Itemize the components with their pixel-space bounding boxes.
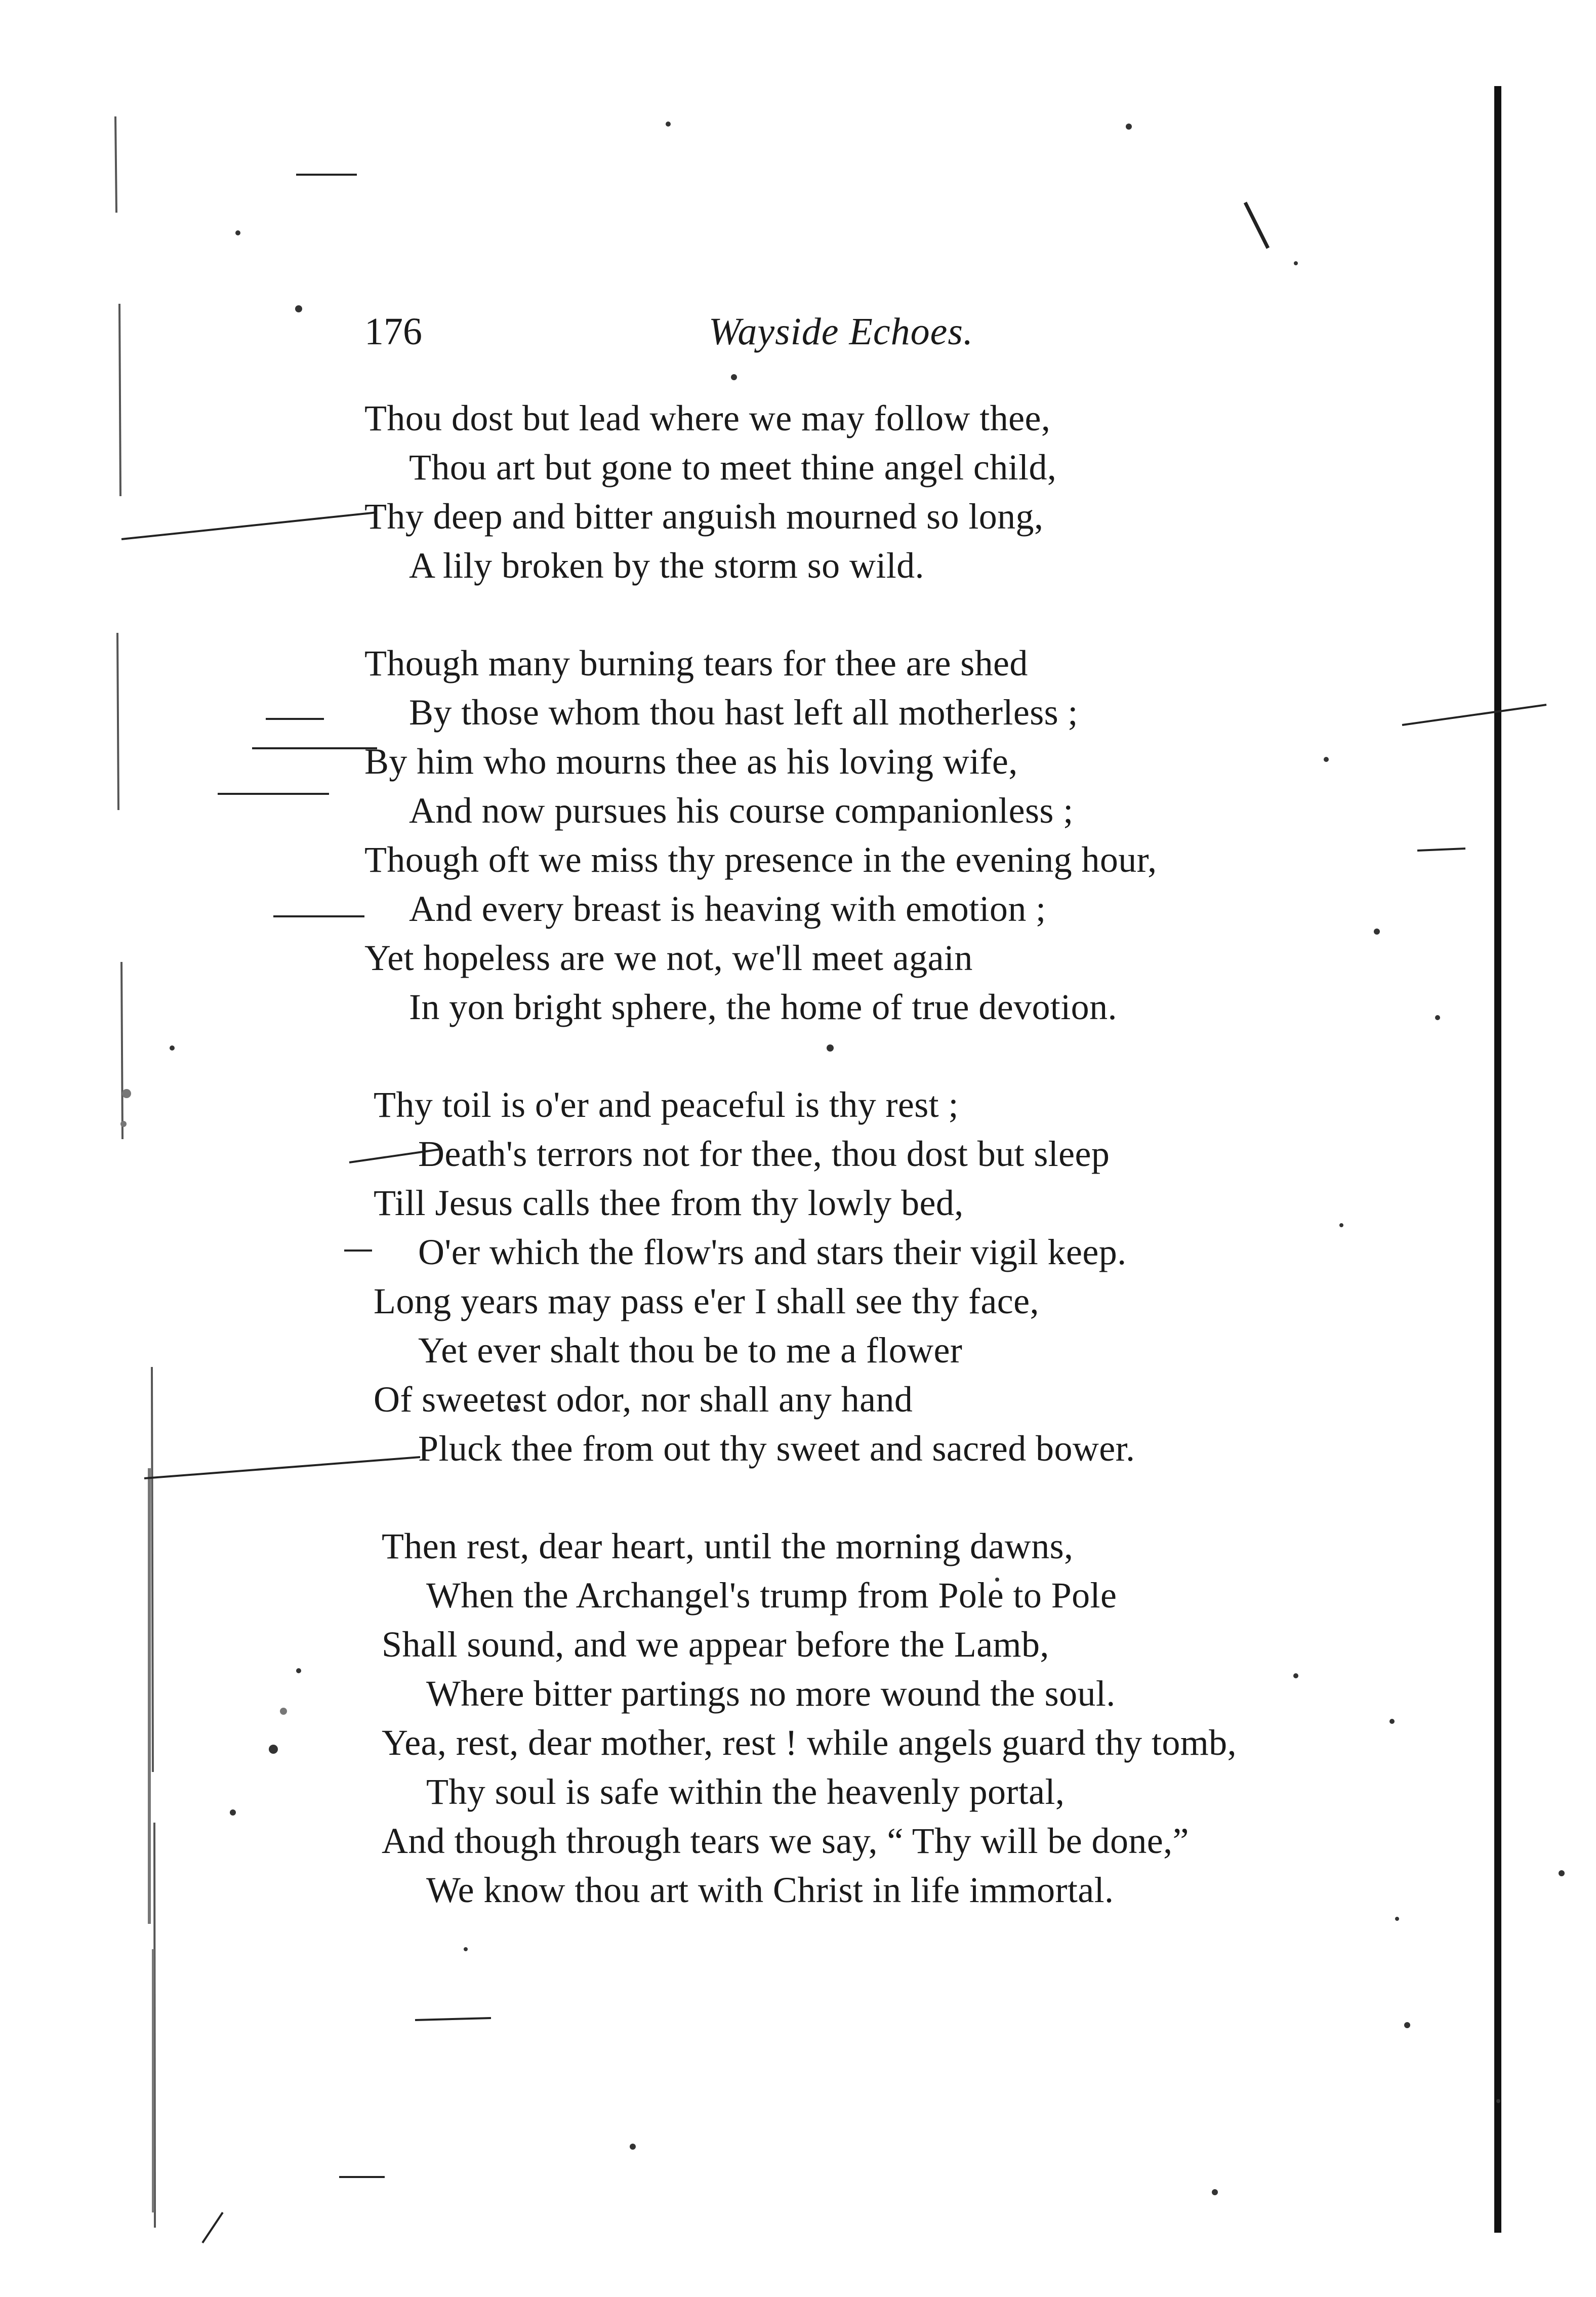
poem-line: In yon bright sphere, the home of true devotion. — [409, 987, 1117, 1027]
poem-line: And every breast is heaving with emotion ; — [409, 889, 1046, 929]
poem-line: Then rest, dear heart, until the morning dawns, — [382, 1526, 1074, 1566]
poem-line: A lily broken by the storm so wild. — [409, 545, 924, 586]
poem-line: Thy deep and bitter anguish mourned so long, — [364, 496, 1044, 537]
running-head — [364, 304, 1073, 359]
poem-line: And though through tears we say, “ Thy will be done,” — [382, 1821, 1189, 1861]
poem-line: Long years may pass e'er I shall see thy face, — [374, 1281, 1039, 1321]
poem-line: And now pursues his course companionless ; — [409, 790, 1074, 831]
running-title: Wayside Echoes. — [709, 310, 973, 353]
poem — [364, 394, 1402, 1963]
poem-line: Of sweetest odor, nor shall any hand — [374, 1379, 913, 1420]
left-gutter-texture — [120, 1089, 287, 2212]
poem-line: Yet ever shalt thou be to me a flower — [418, 1330, 963, 1371]
poem-line: Till Jesus calls thee from thy lowly bed, — [374, 1183, 964, 1223]
stanza-1 — [364, 394, 1402, 590]
right-page-edge — [1494, 86, 1501, 2233]
poem-line: Where bitter partings no more wound the soul. — [426, 1673, 1116, 1714]
poem-line: Yea, rest, dear mother, rest ! while angels guard thy tomb, — [382, 1722, 1237, 1763]
poem-line: Though many burning tears for thee are shed — [364, 643, 1028, 683]
stanza-2 — [364, 639, 1402, 1032]
stanza-3 — [374, 1080, 1402, 1473]
poem-line: Shall sound, and we appear before the Lamb, — [382, 1624, 1049, 1665]
pencil-mark-top — [1245, 203, 1268, 248]
poem-line: Thou art but gone to meet thine angel child, — [409, 447, 1057, 488]
poem-line: Death's terrors not for thee, thou dost but sleep — [418, 1134, 1110, 1174]
stanza-4 — [382, 1522, 1402, 1915]
poem-line: O'er which the flow'rs and stars their vigil keep. — [418, 1232, 1127, 1272]
poem-line: Yet hopeless are we not, we'll meet again — [364, 938, 973, 978]
poem-line: Though oft we miss thy presence in the evening hour, — [364, 839, 1157, 880]
poem-line: We know thou art with Christ in life immortal. — [426, 1870, 1114, 1910]
poem-line: By those whom thou hast left all motherless ; — [409, 692, 1078, 733]
poem-line: Thou dost but lead where we may follow thee, — [364, 398, 1051, 438]
poem-line: Thy soul is safe within the heavenly portal, — [426, 1771, 1065, 1812]
poem-line: When the Archangel's trump from Pole to Pole — [426, 1575, 1117, 1616]
poem-line: Pluck thee from out thy sweet and sacred bower. — [418, 1428, 1135, 1469]
page-number: 176 — [364, 310, 422, 353]
poem-line: By him who mourns thee as his loving wife, — [364, 741, 1018, 782]
poem-line: Thy toil is o'er and peaceful is thy rest ; — [374, 1084, 959, 1125]
